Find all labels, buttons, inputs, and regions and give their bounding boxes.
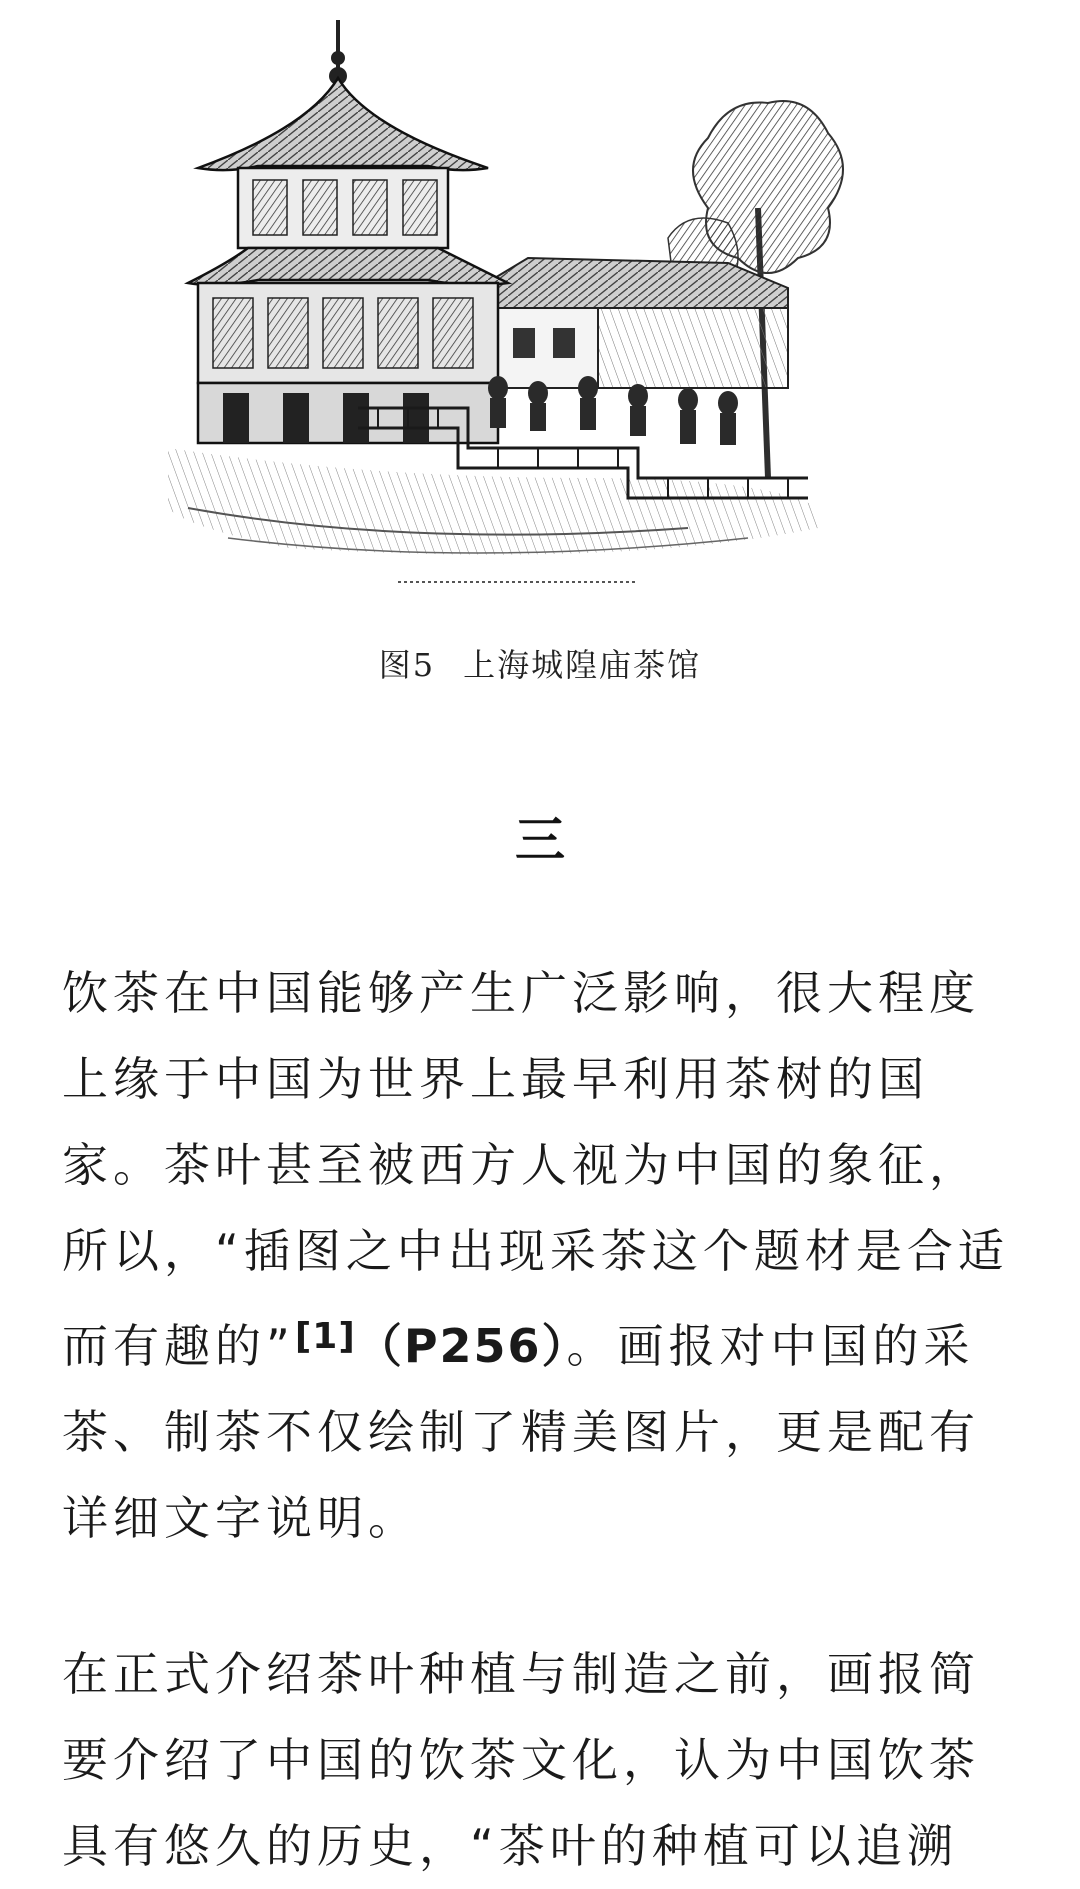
- citation-marker[interactable]: [1]: [294, 1316, 356, 1357]
- citation-page-ref: （P256）: [355, 1319, 567, 1373]
- paragraph-1-text-before: 饮茶在中国能够产生广泛影响，很大程度上缘于中国为世界上最早利用茶树的国家。茶叶甚至被西方人视为中国的象征，所以，“插图之中出现采茶这个题材是合适而有趣的”: [62, 966, 1009, 1373]
- figure-caption: [0, 640, 1080, 686]
- figure-caption-text: 上海城隍庙茶馆: [463, 646, 702, 684]
- figure-label: 图5: [378, 646, 436, 684]
- teahouse-engraving-illustration: [168, 8, 948, 608]
- section-heading: 三: [515, 811, 565, 869]
- figure-image: [168, 8, 948, 608]
- pavilion: [188, 20, 508, 443]
- water-area: [168, 448, 818, 555]
- paragraph-1-text-after: 。画报对中国的采茶、制茶不仅绘制了精美图片，更是配有详细文字说明。: [62, 1319, 980, 1545]
- background-buildings: [478, 258, 788, 388]
- paragraph-2: 在正式介绍茶叶种植与制造之前，画报简要介绍了中国的饮茶文化，认为中国饮茶具有悠久的历史，“茶叶的种植可以追溯: [62, 1647, 980, 1873]
- article-body: [62, 950, 1022, 1889]
- paragraph-1: [62, 950, 1022, 1561]
